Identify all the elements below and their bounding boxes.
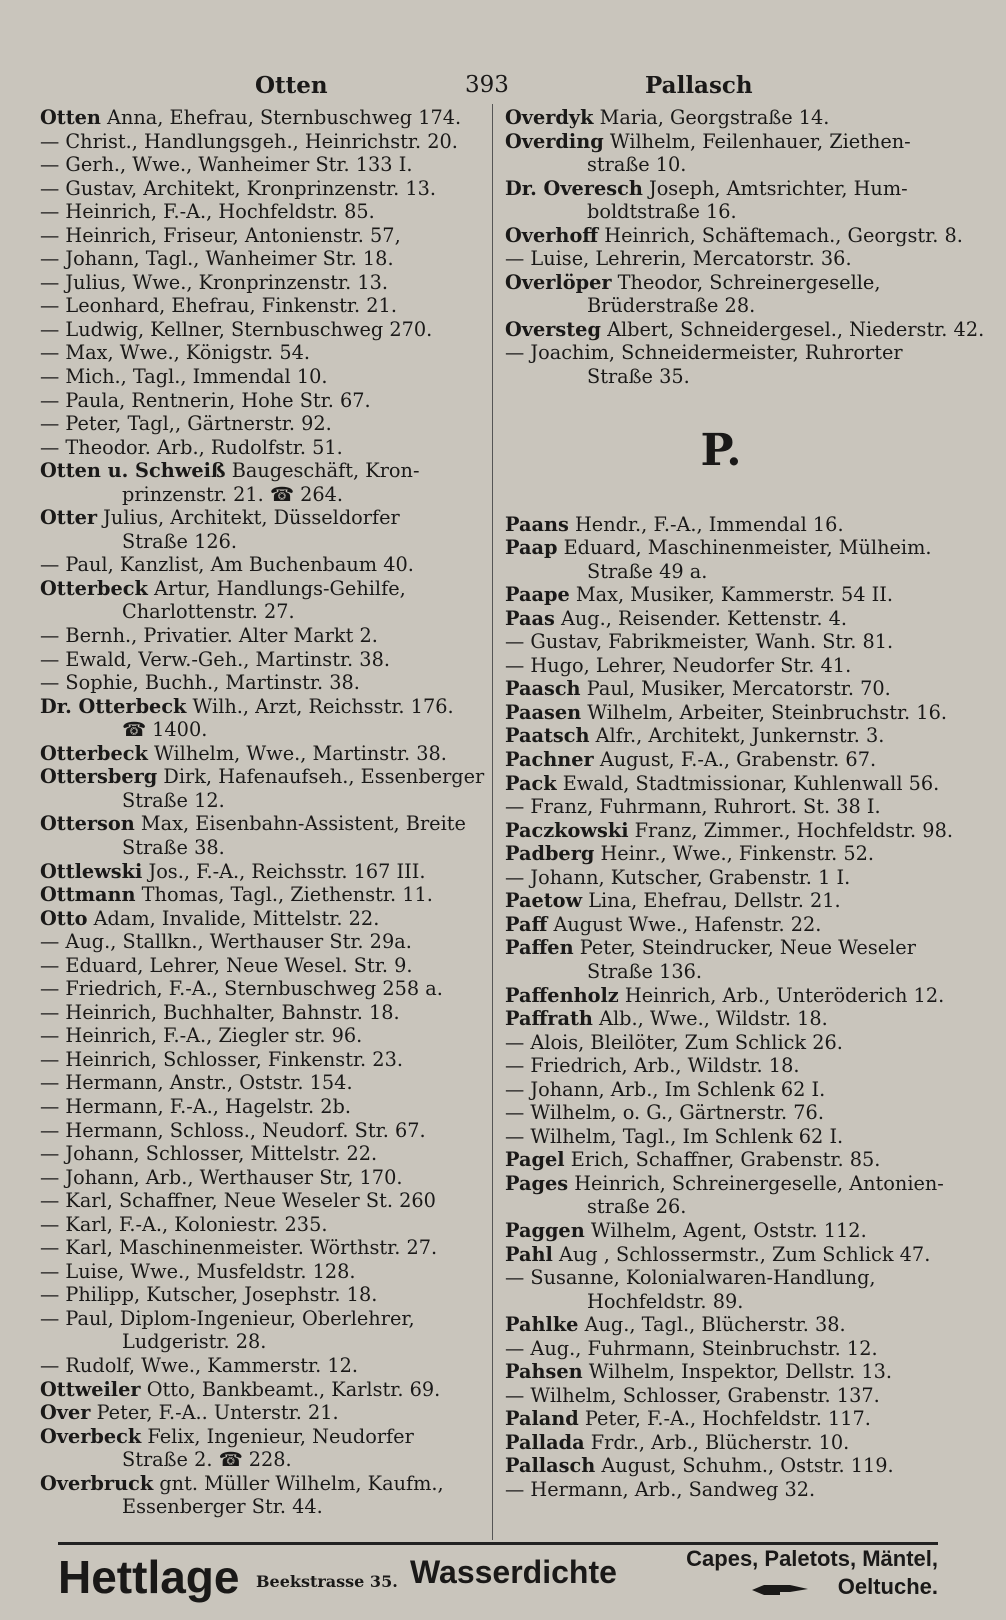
header-left-keyword: Otten	[255, 72, 328, 99]
entry-details: Erich, Schaffner, Grabenstr. 85.	[564, 1148, 881, 1172]
directory-entry	[505, 271, 937, 295]
entry-details: — Luise, Lehrerin, Mercatorstr. 36.	[505, 247, 852, 271]
entry-details: Wilh., Arzt, Reichsstr. 176.	[186, 694, 454, 718]
entry-details: Artur, Handlungs-Gehilfe,	[147, 576, 406, 600]
entry-details: — Philipp, Kutscher, Josephstr. 18.	[40, 1283, 378, 1307]
entry-details: — Hermann, F.-A., Hagelstr. 2b.	[40, 1094, 352, 1118]
directory-entry	[40, 177, 480, 201]
advert-brand: Hettlage	[58, 1551, 240, 1603]
entry-details: Adam, Invalide, Mittelstr. 22.	[87, 906, 380, 930]
advert-address: Beekstrasse 35.	[256, 1572, 398, 1591]
directory-entry	[505, 1031, 937, 1055]
directory-entry	[40, 106, 480, 130]
entry-surname: Paffen	[505, 936, 574, 960]
page-number: 393	[465, 72, 509, 98]
entry-surname: Pack	[505, 771, 557, 795]
directory-entry	[40, 1048, 480, 1072]
entry-details: Alfr., Architekt, Junkernstr. 3.	[589, 724, 885, 748]
directory-entry	[40, 436, 480, 460]
entry-details: — Bernh., Privatier. Alter Markt 2.	[40, 624, 378, 648]
directory-entry	[505, 677, 937, 701]
directory-entry	[505, 700, 947, 725]
entry-details: — Gerh., Wwe., Wanheimer Str. 133 I.	[40, 153, 413, 177]
entry-continuation: Straße 12.	[122, 788, 225, 812]
entry-details: Aug , Schlossermstr., Zum Schlick 47.	[552, 1242, 931, 1266]
directory-entry	[505, 983, 945, 1008]
directory-entry	[40, 506, 480, 530]
entry-continuation: Charlottenstr. 27.	[122, 600, 295, 624]
page-header	[0, 72, 1006, 106]
directory-entry	[505, 724, 937, 748]
right-column-top	[505, 106, 985, 389]
entry-details: — Johann, Arb., Im Schlenk 62 I.	[505, 1077, 826, 1101]
right-column	[505, 106, 985, 1502]
directory-entry	[40, 247, 480, 271]
entry-details: Wilhelm, Inspektor, Dellstr. 13.	[582, 1360, 893, 1384]
directory-entry	[505, 1360, 937, 1384]
directory-entry	[40, 648, 480, 672]
entry-details: — Hermann, Arb., Sandweg 32.	[505, 1477, 816, 1501]
advert-items-line1: Capes, Paletots, Mäntel,	[686, 1546, 938, 1571]
entry-details: Aug., Tagl., Blücherstr. 38.	[578, 1313, 846, 1337]
entry-details: Wilhelm, Arbeiter, Steinbruchstr. 16.	[581, 700, 947, 724]
entry-surname: Pahsen	[505, 1360, 583, 1384]
entry-details: Hendr., F.-A., Immendal 16.	[568, 512, 844, 536]
entry-details: — Paul, Diplom-Ingenieur, Oberlehrer,	[40, 1306, 415, 1330]
entry-details: — Karl, F.-A., Koloniestr. 235.	[40, 1212, 328, 1236]
directory-entry	[505, 1431, 937, 1455]
directory-entry	[505, 1478, 937, 1502]
entry-continuation: Straße 38.	[122, 835, 225, 859]
entry-continuation: straße 10.	[587, 153, 687, 177]
directory-entry	[40, 1378, 480, 1402]
entry-surname: Pallada	[505, 1430, 585, 1454]
directory-entry	[40, 553, 480, 577]
entry-details: — Johann, Schlosser, Mittelstr. 22.	[40, 1142, 378, 1166]
entry-surname: Overlöper	[505, 270, 612, 294]
entry-details: — Heinrich, Schlosser, Finkenstr. 23.	[40, 1047, 403, 1071]
directory-entry	[505, 177, 937, 201]
directory-entry	[505, 795, 937, 819]
advert-items-line2: Oeltuche.	[837, 1574, 938, 1599]
entry-details: — Wilhelm, Tagl., Im Schlenk 62 I.	[505, 1124, 844, 1148]
section-letter: P.	[700, 424, 742, 476]
directory-entry	[505, 654, 937, 678]
entry-details: — Joachim, Schneidermeister, Ruhrorter	[505, 341, 903, 365]
entry-details: Theodor, Schreinergeselle,	[611, 270, 881, 294]
entry-details: Heinrich, Arb., Unteröderich 12.	[618, 983, 945, 1007]
entry-surname: Otto	[40, 906, 88, 930]
entry-details: — Peter, Tagl,, Gärtnerstr. 92.	[40, 412, 332, 436]
entry-details: Wilhelm, Feilenhauer, Ziethen-	[603, 129, 911, 153]
entry-details: — Ewald, Verw.-Geh., Martinstr. 38.	[40, 647, 390, 671]
directory-entry	[40, 1213, 480, 1237]
entry-surname: Paetow	[505, 889, 583, 913]
column-divider	[492, 104, 493, 1540]
entry-surname: Dr. Otterbeck	[40, 694, 187, 718]
directory-entry	[40, 1024, 480, 1048]
entry-details: — Theodor. Arb., Rudolfstr. 51.	[40, 435, 343, 459]
entry-details: — Karl, Schaffner, Neue Weseler St. 260	[40, 1189, 436, 1213]
entry-continuation: Straße 136.	[587, 959, 703, 983]
entry-details: Heinrich, Schäftemach., Georgstr. 8.	[598, 223, 963, 247]
entry-details: Max, Eisenbahn-Assistent, Breite	[134, 812, 466, 836]
directory-entry	[505, 1078, 937, 1102]
entry-details: Peter, Steindrucker, Neue Weseler	[573, 936, 916, 960]
entry-details: — Hermann, Schloss., Neudorf. Str. 67.	[40, 1118, 426, 1142]
directory-entry	[40, 200, 480, 224]
entry-details: Paul, Musiker, Mercatorstr. 70.	[580, 677, 891, 701]
entry-details: — Julius, Wwe., Kronprinzenstr. 13.	[40, 270, 389, 294]
entry-surname: Otterbeck	[40, 741, 148, 765]
entry-surname: Overbeck	[40, 1424, 142, 1448]
entry-details: Alb., Wwe., Wildstr. 18.	[592, 1007, 828, 1031]
directory-entry	[40, 1142, 480, 1166]
entry-surname: Paas	[505, 606, 555, 630]
entry-details: Peter, F.-A.. Unterstr. 21.	[90, 1401, 339, 1425]
entry-surname: Ottmann	[40, 883, 136, 907]
entry-details: — Mich., Tagl., Immendal 10.	[40, 365, 328, 389]
directory-entry	[40, 1260, 480, 1284]
directory-entry	[40, 1425, 480, 1449]
entry-surname: Pachner	[505, 748, 594, 772]
entry-details: Franz, Zimmer., Hochfeldstr. 98.	[628, 818, 953, 842]
entry-details: Eduard, Maschinenmeister, Mülheim.	[557, 536, 932, 560]
directory-entry	[505, 106, 937, 130]
entry-surname: Paasen	[505, 700, 582, 724]
directory-entry	[40, 907, 480, 931]
directory-entry	[505, 771, 940, 796]
directory-entry	[40, 883, 480, 907]
directory-entry	[40, 765, 485, 789]
directory-entry	[40, 130, 480, 154]
entry-details: Maria, Georgstraße 14.	[593, 106, 830, 129]
directory-entry	[40, 1354, 480, 1378]
directory-entry	[505, 607, 937, 631]
entry-surname: Pahlke	[505, 1313, 579, 1337]
directory-entry	[505, 223, 963, 248]
entry-details: Peter, F.-A., Hochfeldstr. 117.	[578, 1407, 871, 1431]
entry-details: — Johann, Tagl., Wanheimer Str. 18.	[40, 247, 394, 271]
entry-details: — Wilhelm, Schlosser, Grabenstr. 137.	[505, 1383, 880, 1407]
directory-entry	[505, 1384, 937, 1408]
entry-details: gnt. Müller Wilhelm, Kaufm.,	[153, 1471, 444, 1495]
directory-entry	[40, 1071, 480, 1095]
entry-details: Anna, Ehefrau, Sternbuschweg 174.	[100, 106, 462, 129]
entry-surname: Pahl	[505, 1242, 553, 1266]
entry-surname: Over	[40, 1401, 91, 1425]
directory-entry	[505, 317, 985, 342]
entry-surname: Overding	[505, 129, 604, 153]
entry-details: Joseph, Amtsrichter, Hum-	[642, 176, 908, 200]
entry-continuation: Essenberger Str. 44.	[122, 1495, 323, 1519]
entry-details: — Susanne, Kolonialwaren-Handlung,	[505, 1266, 876, 1290]
advertisement	[58, 1546, 938, 1606]
directory-entry	[505, 1313, 937, 1337]
entry-surname: Paap	[505, 536, 558, 560]
directory-entry	[505, 842, 937, 866]
entry-details: — Max, Wwe., Königstr. 54.	[40, 341, 310, 365]
entry-details: Heinrich, Schreinergeselle, Antonien-	[568, 1171, 944, 1195]
directory-entry	[40, 459, 480, 483]
entry-surname: Otterbeck	[40, 576, 148, 600]
directory-entry	[40, 341, 480, 365]
directory-entry	[505, 1125, 937, 1149]
directory-entry	[40, 930, 480, 954]
right-column-bottom	[505, 512, 953, 1502]
directory-entry	[505, 818, 953, 843]
directory-entry	[40, 1189, 480, 1213]
entry-details: Ewald, Stadtmissionar, Kuhlenwall 56.	[556, 771, 940, 795]
directory-entry	[505, 936, 937, 960]
entry-continuation: Straße 126.	[122, 529, 238, 553]
directory-entry	[505, 1007, 937, 1031]
directory-entry	[40, 1472, 480, 1496]
entry-details: — Luise, Wwe., Musfeldstr. 128.	[40, 1259, 356, 1283]
directory-entry	[40, 860, 480, 884]
entry-details: — Gustav, Fabrikmeister, Wanh. Str. 81.	[505, 630, 894, 654]
directory-entry	[505, 1454, 937, 1478]
entry-details: Frdr., Arb., Blücherstr. 10.	[584, 1430, 850, 1454]
entry-continuation: Straße 2. ☎ 228.	[122, 1448, 292, 1472]
entry-surname: Dr. Overesch	[505, 176, 643, 200]
entry-details: — Johann, Kutscher, Grabenstr. 1 I.	[505, 865, 851, 889]
entry-details: Otto, Bankbeamt., Karlstr. 69.	[140, 1377, 441, 1401]
entry-details: — Heinrich, Friseur, Antonienstr. 57,	[40, 223, 401, 247]
entry-details: — Ludwig, Kellner, Sternbuschweg 270.	[40, 317, 433, 341]
directory-entry	[40, 977, 480, 1001]
directory-entry	[505, 748, 937, 772]
pointing-hand-icon	[750, 1582, 810, 1598]
entry-details: — Friedrich, Arb., Wildstr. 18.	[505, 1054, 800, 1078]
directory-entry	[505, 1243, 937, 1267]
directory-entry	[40, 153, 480, 177]
entry-surname: Paffrath	[505, 1007, 593, 1031]
entry-details: Thomas, Tagl., Ziethenstr. 11.	[135, 883, 433, 907]
directory-entry	[40, 1001, 480, 1025]
entry-surname: Overhoff	[505, 223, 599, 247]
directory-entry	[505, 247, 937, 271]
directory-entry	[505, 1337, 937, 1361]
entry-details: Julius, Architekt, Düsseldorfer	[97, 506, 400, 530]
entry-details: — Aug., Stallkn., Werthauser Str. 29a.	[40, 930, 412, 954]
header-right-keyword: Pallasch	[645, 72, 753, 99]
directory-entry	[40, 1119, 480, 1143]
entry-surname: Pallasch	[505, 1454, 596, 1478]
entry-details: — Heinrich, Buchhalter, Bahnstr. 18.	[40, 1000, 400, 1024]
directory-entry	[40, 954, 480, 978]
directory-entry	[40, 671, 480, 695]
entry-surname: Paff	[505, 912, 548, 936]
directory-entry	[505, 1407, 937, 1431]
entry-details: Lina, Ehefrau, Dellstr. 21.	[582, 889, 841, 913]
entry-details: August, Schuhm., Oststr. 119.	[595, 1454, 894, 1478]
entry-details: — Paul, Kanzlist, Am Buchenbaum 40.	[40, 553, 414, 577]
entry-details: Wilhelm, Wwe., Martinstr. 38.	[147, 741, 447, 765]
entry-surname: Paczkowski	[505, 818, 629, 842]
entry-continuation: Hochfeldstr. 89.	[587, 1289, 744, 1313]
directory-entry	[40, 294, 480, 318]
entry-surname: Otten u. Schweiß	[40, 459, 226, 483]
directory-entry	[40, 1307, 480, 1331]
entry-details: — Paula, Rentnerin, Hohe Str. 67.	[40, 388, 371, 412]
directory-entry	[505, 866, 937, 890]
left-column	[40, 106, 485, 1519]
directory-entry	[505, 341, 937, 365]
entry-continuation: boldtstraße 16.	[587, 200, 737, 224]
entry-details: — Rudolf, Wwe., Kammerstr. 12.	[40, 1353, 359, 1377]
entry-details: — Eduard, Lehrer, Neue Wesel. Str. 9.	[40, 953, 413, 977]
directory-entry	[40, 1236, 480, 1260]
entry-continuation: ☎ 1400.	[122, 718, 208, 742]
entry-surname: Overbruck	[40, 1471, 154, 1495]
entry-surname: Ottweiler	[40, 1377, 141, 1401]
entry-surname: Paans	[505, 512, 569, 536]
entry-continuation: straße 26.	[587, 1195, 687, 1219]
directory-entry	[505, 1171, 944, 1196]
directory-entry	[40, 695, 480, 719]
entry-continuation: prinzenstr. 21. ☎ 264.	[122, 482, 343, 506]
entry-surname: Paape	[505, 583, 570, 607]
entry-surname: Paatsch	[505, 724, 590, 748]
entry-surname: Otter	[40, 506, 98, 530]
directory-entry	[40, 412, 480, 436]
directory-entry	[40, 1166, 480, 1190]
directory-entry	[505, 1054, 937, 1078]
directory-entry	[40, 1401, 480, 1425]
directory-entry	[40, 577, 480, 601]
directory-entry	[505, 1219, 937, 1243]
entry-surname: Otten	[40, 106, 101, 129]
directory-entry	[40, 624, 480, 648]
entry-surname: Pages	[505, 1171, 569, 1195]
entry-details: Albert, Schneidergesel., Niederstr. 42.	[600, 317, 985, 341]
entry-surname: Oversteg	[505, 317, 601, 341]
entry-details: — Hugo, Lehrer, Neudorfer Str. 41.	[505, 653, 852, 677]
entry-surname: Paland	[505, 1407, 579, 1431]
entry-details: August Wwe., Hafenstr. 22.	[547, 912, 822, 936]
entry-details: Felix, Ingenieur, Neudorfer	[141, 1424, 414, 1448]
advert-rule	[58, 1542, 938, 1545]
entry-surname: Overdyk	[505, 106, 594, 129]
entry-surname: Otterson	[40, 812, 135, 836]
entry-details: — Sophie, Buchh., Martinstr. 38.	[40, 671, 360, 695]
entry-surname: Padberg	[505, 842, 595, 866]
directory-entry	[505, 1266, 937, 1290]
entry-details: — Heinrich, F.-A., Hochfeldstr. 85.	[40, 200, 375, 224]
entry-details: — Franz, Fuhrmann, Ruhrort. St. 38 I.	[505, 795, 881, 819]
entry-details: Heinr., Wwe., Finkenstr. 52.	[594, 842, 875, 866]
directory-entry	[505, 1101, 937, 1125]
directory-entry	[505, 889, 937, 913]
entry-details: Wilhelm, Agent, Oststr. 112.	[584, 1218, 867, 1242]
entry-details: — Christ., Handlungsgeh., Heinrichstr. 20.	[40, 129, 458, 153]
directory-entry	[40, 1283, 480, 1307]
directory-entry	[505, 630, 937, 654]
advert-headline: Wasserdichte	[410, 1554, 617, 1590]
directory-entry	[40, 742, 480, 766]
directory-entry	[505, 513, 937, 537]
entry-details: — Leonhard, Ehefrau, Finkenstr. 21.	[40, 294, 397, 318]
entry-surname: Ottlewski	[40, 859, 143, 883]
entry-details: — Hermann, Anstr., Oststr. 154.	[40, 1071, 353, 1095]
entry-details: Baugeschäft, Kron-	[225, 459, 420, 483]
entry-details: — Heinrich, F.-A., Ziegler str. 96.	[40, 1024, 363, 1048]
entry-details: Jos., F.-A., Reichsstr. 167 III.	[142, 859, 426, 883]
directory-entry	[505, 913, 937, 937]
entry-details: — Aug., Fuhrmann, Steinbruchstr. 12.	[505, 1336, 878, 1360]
entry-surname: Pagel	[505, 1148, 565, 1172]
entry-continuation: Straße 35.	[587, 365, 690, 389]
entry-details: Aug., Reisender. Kettenstr. 4.	[554, 606, 847, 630]
entry-details: — Gustav, Architekt, Kronprinzenstr. 13.	[40, 176, 437, 200]
entry-details: — Karl, Maschinenmeister. Wörthstr. 27.	[40, 1236, 438, 1260]
entry-details: — Friedrich, F.-A., Sternbuschweg 258 a.	[40, 977, 443, 1001]
directory-entry	[505, 536, 937, 560]
directory-entry	[505, 1148, 937, 1172]
entry-details: — Alois, Bleilöter, Zum Schlick 26.	[505, 1030, 843, 1054]
entry-details: — Wilhelm, o. G., Gärtnerstr. 76.	[505, 1101, 824, 1125]
directory-entry	[505, 130, 937, 154]
entry-continuation: Ludgeristr. 28.	[122, 1330, 267, 1354]
directory-entry	[40, 389, 480, 413]
entry-details: Max, Musiker, Kammerstr. 54 II.	[569, 583, 894, 607]
entry-continuation: Brüderstraße 28.	[587, 294, 756, 318]
entry-details: — Johann, Arb., Werthauser Str, 170.	[40, 1165, 403, 1189]
directory-entry	[40, 812, 480, 836]
entry-surname: Paasch	[505, 677, 581, 701]
directory-entry	[40, 365, 480, 389]
entry-continuation: Straße 49 a.	[587, 559, 708, 583]
entry-details: Dirk, Hafenaufseh., Essenberger	[157, 765, 485, 789]
directory-entry	[40, 318, 480, 342]
entry-surname: Paggen	[505, 1218, 585, 1242]
entry-surname: Ottersberg	[40, 765, 158, 789]
entry-surname: Paffenholz	[505, 983, 619, 1007]
entry-details: August, F.-A., Grabenstr. 67.	[593, 748, 877, 772]
directory-entry	[40, 224, 480, 248]
directory-entry	[40, 271, 480, 295]
directory-entry	[40, 1095, 480, 1119]
directory-entry	[505, 583, 937, 607]
